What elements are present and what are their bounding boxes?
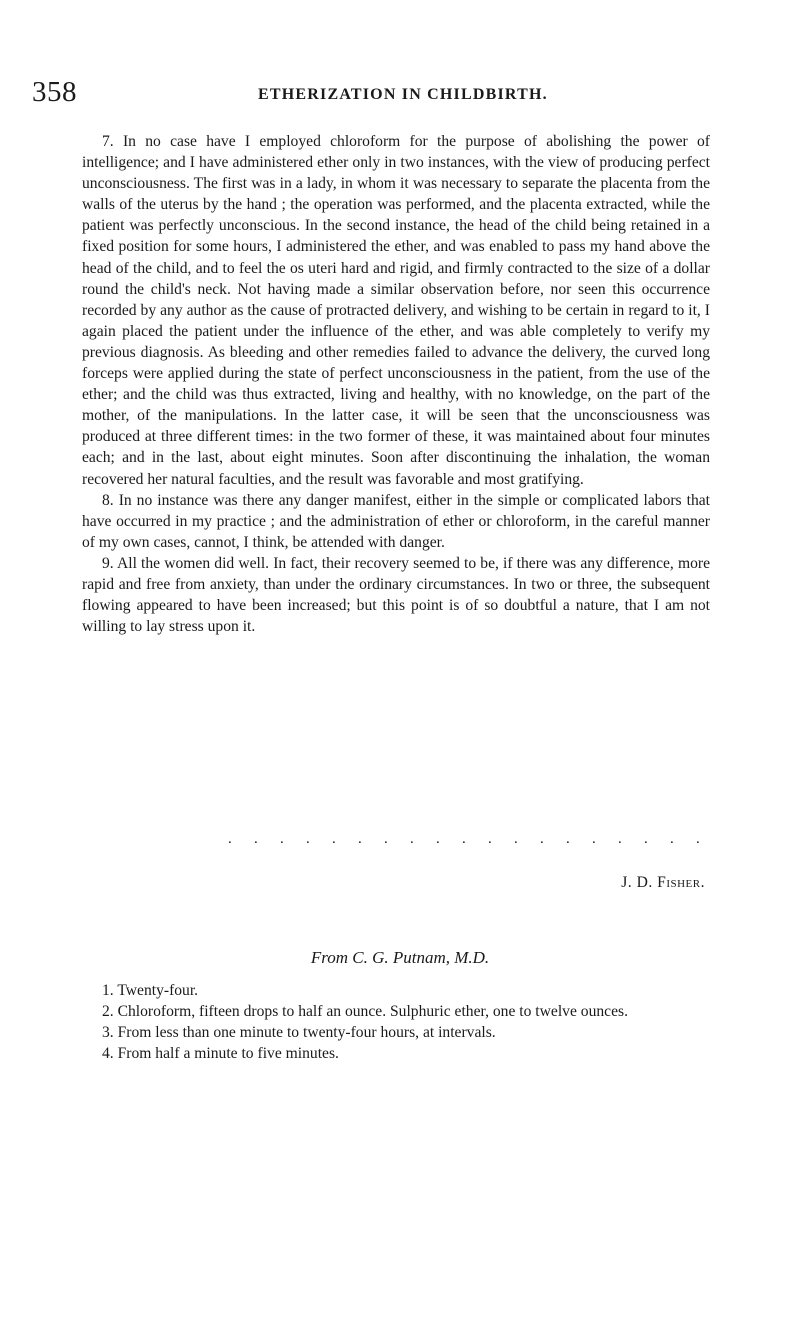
signature <box>621 874 705 892</box>
running-title: ETHERIZATION IN CHILDBIRTH. <box>258 86 548 103</box>
paragraph-text: All the women did well. In fact, their recovery seemed to be, if there was any difference, more rapid and free from anxiety, than under the ordinary circumstances. In two or three, the subsequent flowing appeared to have been increased; but this point is of so doubtful a nature, that I am not willing to lay stress upon it. <box>82 554 710 636</box>
paragraph-number: 9. <box>102 554 114 572</box>
answer-number: 2. <box>102 1003 114 1021</box>
answer-text: From half a minute to five minutes. <box>117 1045 339 1063</box>
signature-surname: Fisher. <box>657 874 705 891</box>
paragraph-7 <box>82 131 710 490</box>
answer-item <box>82 1001 710 1022</box>
answer-text: From less than one minute to twenty-four hours, at intervals. <box>117 1024 496 1042</box>
ellipsis-divider: . . . . . . . . . . . . . . . . . . . <box>228 831 700 847</box>
paragraph-number: 7. <box>102 133 114 150</box>
body-text <box>82 131 710 637</box>
page-number: 358 <box>32 76 77 108</box>
answer-item <box>82 1043 710 1064</box>
page-header <box>32 76 732 116</box>
answers-list <box>82 980 710 1064</box>
answer-number: 4. <box>102 1045 114 1063</box>
paragraph-text: In no instance was there any danger manifest, either in the simple or complicated labors that have occurred in my practice ; and the administration of ether or chloroform, in the careful manner of my own cases, cannot, I think, be attended with danger. <box>82 491 710 551</box>
paragraph-9 <box>82 553 710 637</box>
answer-item <box>82 1022 710 1043</box>
paragraph-8 <box>82 490 710 553</box>
answer-item <box>82 980 710 1001</box>
paragraph-number: 8. <box>102 491 114 509</box>
signature-initials: J. D. <box>621 874 653 891</box>
section-heading: From C. G. Putnam, M.D. <box>310 948 490 967</box>
paragraph-text: In no case have I employed chloroform for the purpose of abolishing the power of intelligence; and I have administered ether only in two instances, with the view of producing perfect unconsciousness. The first was in a lady, in whom it was necessary to separate the placenta from the walls of the uterus by the hand ; the operation was performed, and the placenta extracted, while the patient was perfectly unconscious. In the second instance, the head of the child being retained in a fixed position for some hours, I administered the ether, and was enabled to pass my hand above the head of the child, and to feel the os uteri hard and rigid, and firmly contracted to the size of a dollar round the child's neck. Not having made a similar observation before, nor seen this occurrence recorded by any author as the cause of protracted delivery, and wishing to be certain in regard to it, I again placed the patient under the influence of the ether, and was able completely to verify my previous diagnosis. As bleeding and other remedies failed to advance the delivery, the curved long forceps were applied during the state of perfect unconsciousness in the patient, from the use of the ether; and the child was thus extracted, living and healthy, with no knowledge, on the part of the mother, of the manipulations. In the latter case, it will be seen that the unconsciousness was produced at three different times: in the two former of these, it was maintained about four minutes each; and in the last, about eight minutes. Soon after discontinuing the inhalation, the woman recovered her natural faculties, and the result was favorable and most gratifying. <box>82 133 710 488</box>
answer-text: Chloroform, fifteen drops to half an ounce. Sulphuric ether, one to twelve ounces. <box>117 1003 628 1021</box>
answer-text: Twenty-four. <box>117 982 199 999</box>
answer-number: 3. <box>102 1024 114 1042</box>
answer-number: 1. <box>102 982 114 999</box>
